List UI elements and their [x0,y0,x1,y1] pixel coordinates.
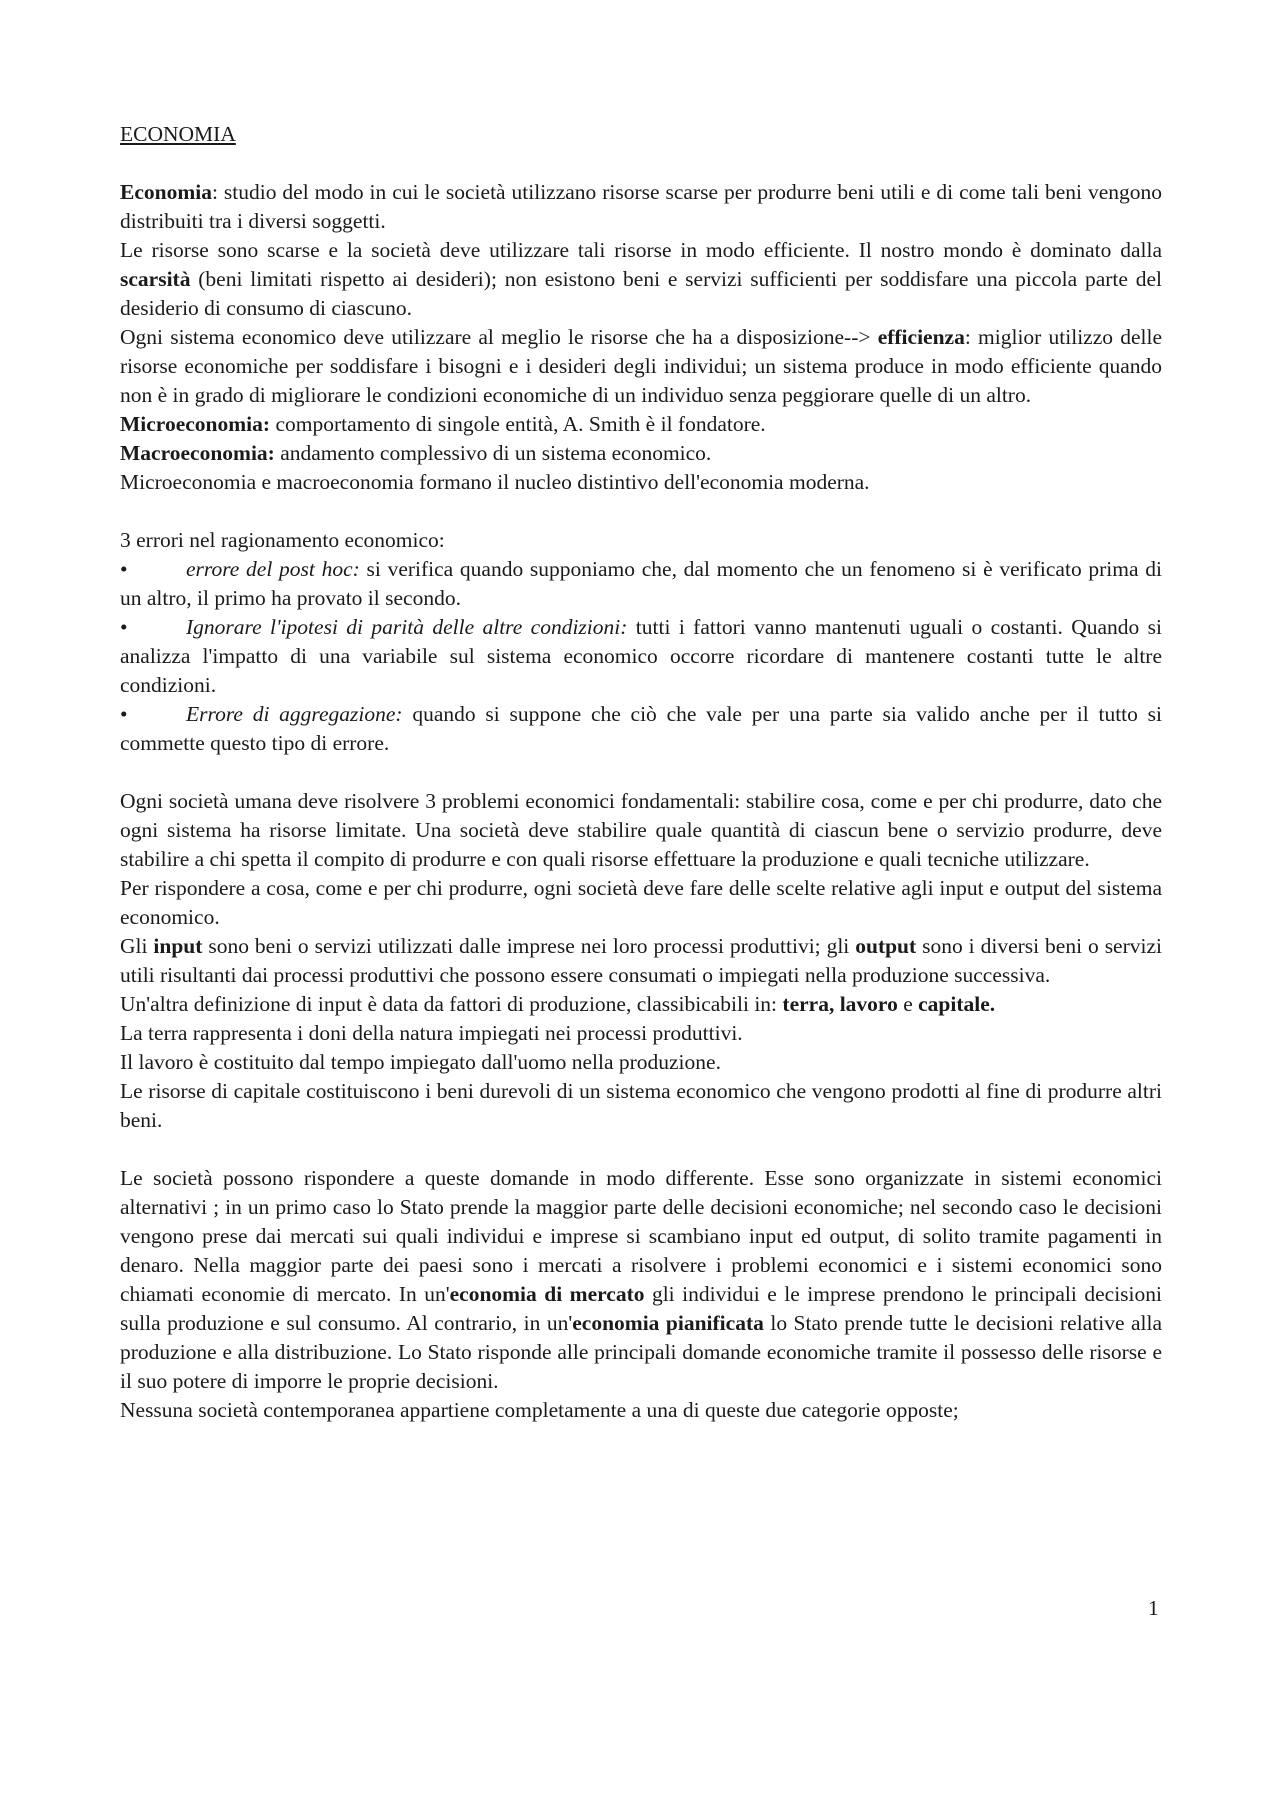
factors-paragraph: Un'altra definizione di input è data da fattori di produzione, classibicabili in: terra, lavoro e capitale. [120,992,996,1016]
scarcity-paragraph: Le risorse sono scarse e la società deve utilizzare tali risorse in modo efficiente. Il nostro mondo è dominato dalla scarsità (beni limitati rispetto ai desideri); non esistono beni e servizi sufficienti per soddisfare una piccola parte del desiderio di consumo di ciascuno. [120,238,1162,320]
term-efficienza: efficienza [877,325,965,349]
bullet-icon: • [120,702,128,726]
input-output-definition: Gli input sono beni o servizi utilizzati dalle imprese nei loro processi produttivi; gli output sono i diversi beni o servizi utili risultanti dai processi produttivi che possono essere consumati o impiegati nella produzione successiva. [120,934,1163,987]
error-item: • Ignorare l'ipotesi di parità delle altre condizioni: tutti i fattori vanno mantenuti uguali o costanti. Quando si analizza l'impatto di una variabile sul sistema economico occorre ricordare di mantenere costanti tutte le altre condizioni. [120,615,1162,697]
terra-paragraph: La terra rappresenta i doni della natura impiegati nei processi produttivi. [120,1021,743,1045]
spacer [120,758,1162,787]
macroeconomia-definition: Macroeconomia: andamento complessivo di un sistema economico. [120,441,712,465]
term-economia: Economia [120,180,212,204]
error-item: • Errore di aggregazione: quando si suppone che ciò che vale per una parte sia valido anche per il tutto si commette questo tipo di errore. [120,702,1162,755]
capitale-paragraph: Le risorse di capitale costituiscono i beni durevoli di un sistema economico che vengono prodotti al fine di produrre altri beni. [120,1079,1162,1132]
economia-definition: Economia: studio del modo in cui le società utilizzano risorse scarse per produrre beni utili e di come tali beni vengono distribuiti tra i diversi soggetti. [120,180,1162,233]
input-output-intro: Per rispondere a cosa, come e per chi produrre, ogni società deve fare delle scelte relative agli input e output del sistema economico. [120,876,1162,929]
error-term: Ignorare l'ipotesi di parità delle altre condizioni: [186,615,628,639]
final-paragraph: Nessuna società contemporanea appartiene completamente a una di queste due categorie opposte; [120,1398,959,1422]
term-macroeconomia: Macroeconomia: [120,441,275,465]
microeconomia-definition: Microeconomia: comportamento di singole entità, A. Smith è il fondatore. [120,412,766,436]
bullet-icon: • [120,557,128,581]
systems-paragraph: Le società possono rispondere a queste domande in modo differente. Esse sono organizzate in sistemi economici alternativi ; in un primo caso lo Stato prende la maggior parte delle decisioni economiche; nel secondo caso le decisioni vengono prese dai mercati sui quali individui e imprese si scambiano input ed output, di solito tramite pagamenti in denaro. Nella maggior parte dei paesi sono i mercati a risolvere i problemi economici e i sistemi economici sono chiamati economie di mercato. In un'economia di mercato gli individui e le imprese prendono le principali decisioni sulla produzione e sul consumo. Al contrario, in un'economia pianificata lo Stato prende tutte le decisioni relative alla produzione e alla distribuzione. Lo Stato risponde alle principali domande economiche tramite il possesso delle risorse e il suo potere di imporre le proprie decisioni. [120,1166,1162,1393]
error-term: errore del post hoc: [186,557,360,581]
errors-heading: 3 errori nel ragionamento economico: [120,528,445,552]
term-input: input [153,934,203,958]
spacer [120,1135,1162,1164]
page-number: 1 [1148,1596,1159,1620]
bullet-icon: • [120,615,128,639]
error-item: • errore del post hoc: si verifica quando supponiamo che, dal momento che un fenomeno si è verificato prima di un altro, il primo ha provato il secondo. [120,557,1162,610]
term-microeconomia: Microeconomia: [120,412,271,436]
lavoro-paragraph: Il lavoro è costituito dal tempo impiegato dall'uomo nella produzione. [120,1050,721,1074]
nucleus-paragraph: Microeconomia e macroeconomia formano il nucleo distintivo dell'economia moderna. [120,470,870,494]
document-page [120,120,1162,1425]
problems-paragraph: Ogni società umana deve risolvere 3 problemi economici fondamentali: stabilire cosa, come e per chi produrre, dato che ogni sistema ha risorse limitate. Una società deve stabilire quale quantità di ciascun bene o servizio produrre, deve stabilire a chi spetta il compito di produrre e con quali risorse effettuare la produzione e quali tecniche utilizzare. [120,789,1162,871]
error-term: Errore di aggregazione: [186,702,403,726]
term-terra-lavoro: terra, lavoro [782,992,898,1016]
document-title: ECONOMIA [120,122,236,146]
term-scarsita: scarsità [120,267,191,291]
spacer [120,497,1162,526]
term-capitale: capitale. [918,992,996,1016]
term-output: output [855,934,917,958]
efficiency-paragraph: Ogni sistema economico deve utilizzare al meglio le risorse che ha a disposizione--> efficienza: miglior utilizzo delle risorse economiche per soddisfare i bisogni e i desideri degli individui; un sistema produce in modo efficiente quando non è in grado di migliorare le condizioni economiche di un individuo senza peggiorare quelle di un altro. [120,325,1162,407]
term-economia-pianificata: economia pianificata [572,1311,764,1335]
term-economia-di-mercato: economia di mercato [449,1282,645,1306]
